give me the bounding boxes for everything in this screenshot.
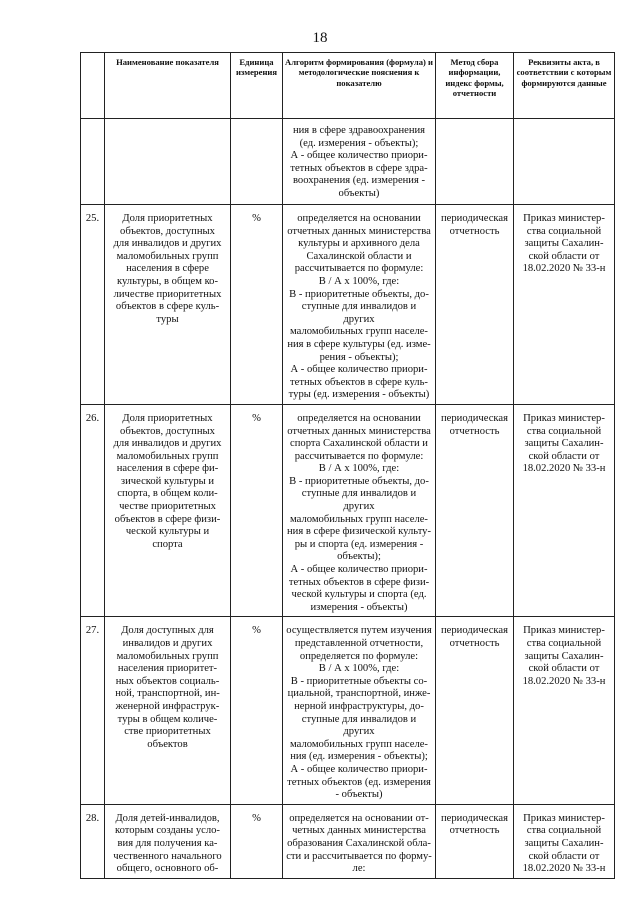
indicator-method: периодическая отчетность bbox=[436, 205, 514, 405]
table-row bbox=[81, 617, 615, 804]
indicator-unit: % bbox=[231, 617, 283, 804]
table-row bbox=[81, 804, 615, 878]
continuation-row bbox=[81, 119, 615, 205]
indicator-name: Доля приоритетных объектов, доступных для инвалидов и других маломобильных групп населения в сфере культуры, в общем ко- личестве приоритетных объектов в сфере куль- туры bbox=[105, 205, 231, 405]
indicator-details: Приказ министер- ства социальной защиты Сахалин- ской области от 18.02.2020 № 33-н bbox=[514, 804, 615, 878]
header-method: Метод сбора информации, индекс формы, отчетности bbox=[436, 53, 514, 119]
indicator-algorithm: определяется на основании отчетных данных министерства спорта Сахалинской области и рассчитывается по формуле: В / А х 100%, где: В - приоритетные объекты, до- ступные для инвалидов и других маломобильных групп населе- ния в сфере физической культу- ры и спорта (ед. измерения - объекты); А - общее количество приори- тетных объектов в сфере физи- ческой культуры и спорта (ед. измерения - объекты) bbox=[283, 404, 436, 617]
indicator-method: периодическая отчетность bbox=[436, 617, 514, 804]
indicator-unit: % bbox=[231, 205, 283, 405]
table-row bbox=[81, 205, 615, 405]
indicator-method: периодическая отчетность bbox=[436, 404, 514, 617]
indicator-details: Приказ министер- ства социальной защиты Сахалин- ской области от 18.02.2020 № 33-н bbox=[514, 404, 615, 617]
indicator-name: Доля детей-инвалидов, которым созданы усло- вия для получения ка- чественного начального общего, основного об- bbox=[105, 804, 231, 878]
indicator-details: Приказ министер- ства социальной защиты Сахалин- ской области от 18.02.2020 № 33-н bbox=[514, 617, 615, 804]
page-number: 18 bbox=[312, 30, 328, 46]
indicator-method: периодическая отчетность bbox=[436, 804, 514, 878]
indicator-algorithm: определяется на основании отчетных данных министерства культуры и архивного дела Сахалинской области и рассчитывается по формуле: В / А х 100%, где: В - приоритетные объекты, до- ступные для инвалидов и других маломобильных групп населе- ния в сфере культуры (ед. изме- рения - объекты); А - общее количество приори- тетных объектов в сфере куль- туры (ед. измерения - объекты) bbox=[283, 205, 436, 405]
row-number: 28. bbox=[81, 804, 105, 878]
header-num bbox=[81, 53, 105, 119]
indicator-details: Приказ министер- ства социальной защиты Сахалин- ской области от 18.02.2020 № 33-н bbox=[514, 205, 615, 405]
indicator-algorithm: определяется на основании от- четных данных министерства образования Сахалинской обла- сти и рассчитывается по форму- ле: bbox=[283, 804, 436, 878]
indicator-name: Доля приоритетных объектов, доступных для инвалидов и других маломобильных групп населения в сфере фи- зической культуры и спорта, в общем коли- честве приоритетных объектов в сфере физи- ческой культуры и спорта bbox=[105, 404, 231, 617]
indicator-unit: % bbox=[231, 404, 283, 617]
indicator-name: Доля доступных для инвалидов и других маломобильных групп населения приоритет- ных объектов социаль- ной, транспортной, ин- женерной инфраструк- туры в общем количе- стве приоритетных объектов bbox=[105, 617, 231, 804]
row-number: 26. bbox=[81, 404, 105, 617]
row-number: 27. bbox=[81, 617, 105, 804]
header-unit: Единица измерения bbox=[231, 53, 283, 119]
header-name: Наименование показателя bbox=[105, 53, 231, 119]
row-number: 25. bbox=[81, 205, 105, 405]
indicator-unit: % bbox=[231, 804, 283, 878]
header-algorithm: Алгоритм формирования (формула) и методологические пояснения к показателю bbox=[283, 53, 436, 119]
header-details: Реквизиты акта, в соответствии с которым формируются данные bbox=[514, 53, 615, 119]
table-header-row bbox=[81, 53, 615, 119]
continuation-algorithm: ния в сфере здравоохранения (ед. измерения - объекты); А - общее количество приори- тетных объектов в сфере здра- воохранения (ед. измерения - объекты) bbox=[283, 119, 436, 205]
indicators-table bbox=[80, 52, 615, 879]
table-row bbox=[81, 404, 615, 617]
indicator-algorithm: осуществляется путем изучения представленной отчетности, определяется по формуле: В / А х 100%, где: В - приоритетные объекты со- циальной, транспортной, инже- нерной инфраструктуры, до- ступные для инвалидов и других маломобильных групп населе- ния (ед. измерения - объекты); А - общее количество приори- тетных объектов (ед. измерения - объекты) bbox=[283, 617, 436, 804]
